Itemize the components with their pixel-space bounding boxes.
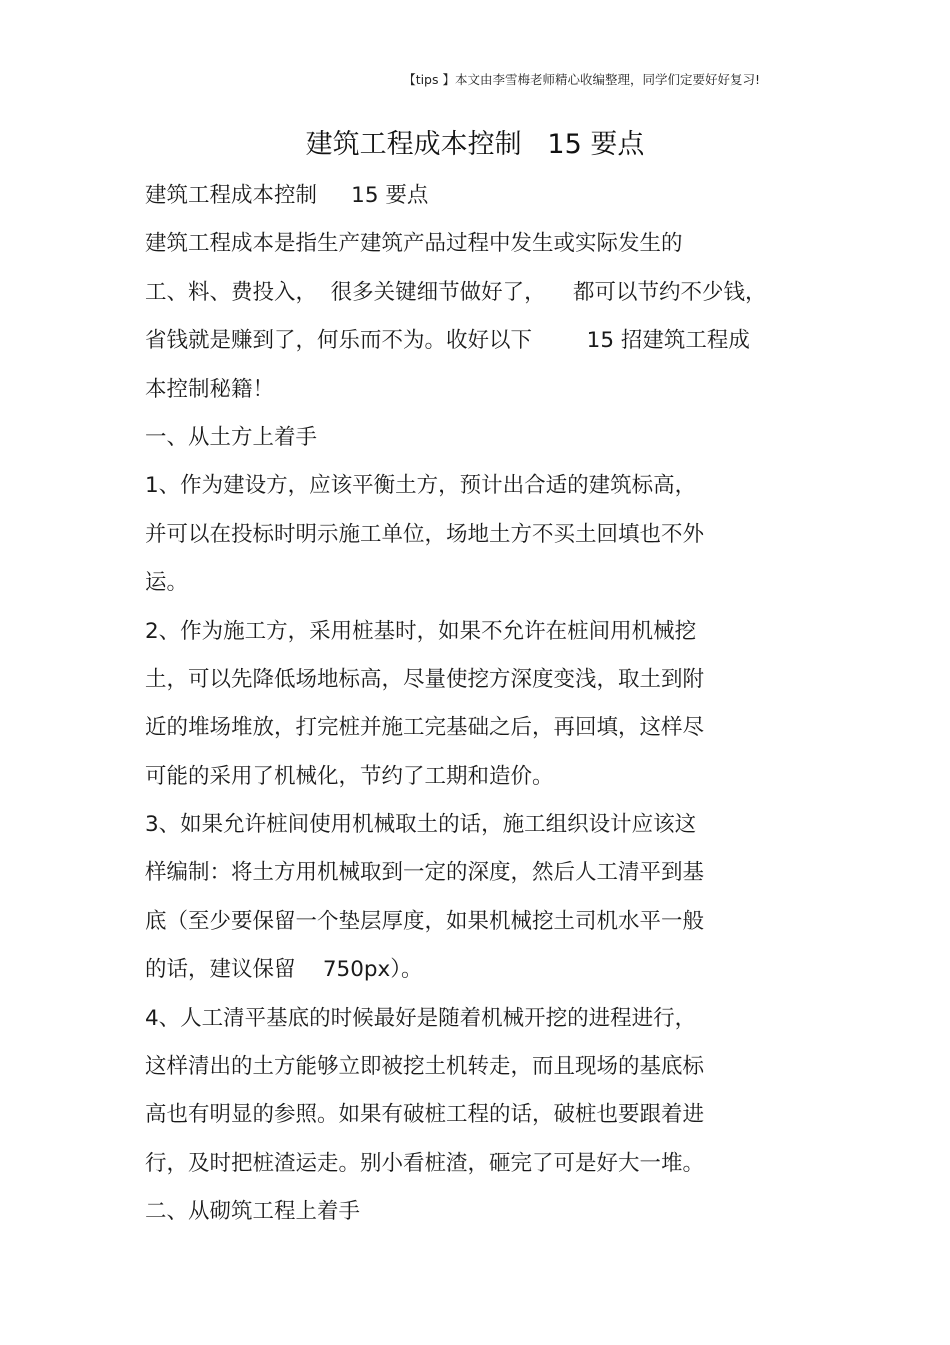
text-line: 的话，建议保留 750px）。 — [145, 957, 423, 983]
text-line: 运。 — [145, 570, 189, 596]
text-line: 高也有明显的参照。如果有破桩工程的话，破桩也要跟着进 — [145, 1102, 705, 1128]
text-line: 2、作为施工方，采用桩基时，如果不允许在桩间用机械挖 — [145, 618, 697, 644]
body-text — [145, 176, 825, 1241]
text-line: 土，可以先降低场地标高，尽量使挖方深度变浅，取土到附 — [145, 666, 705, 692]
text-line: 近的堆场堆放，打完桩并施工完基础之后，再回填，这样尽 — [145, 715, 705, 741]
text-line: 1、作为建设方，应该平衡土方，预计出合适的建筑标高， — [145, 473, 697, 499]
text-line: 样编制：将土方用机械取到一定的深度，然后人工清平到基 — [145, 860, 705, 886]
text-line: 本控制秘籍！ — [145, 376, 275, 402]
section-heading: 二、从砌筑工程上着手 — [145, 1199, 361, 1225]
text-line: 这样清出的土方能够立即被挖土机转走，而且现场的基底标 — [145, 1054, 705, 1080]
text-line: 建筑工程成本是指生产建筑产品过程中发生或实际发生的 — [145, 231, 683, 257]
section-heading: 一、从土方上着手 — [145, 424, 318, 450]
text-line: 并可以在投标时明示施工单位，场地土方不买土回填也不外 — [145, 521, 705, 547]
text-line: 行，及时把桩渣运走。别小看桩渣，砸完了可是好大一堆。 — [145, 1150, 705, 1176]
text-line: 工、料、费投入， 很多关键细节做好了， 都可以节约不少钱， — [145, 279, 767, 305]
header-note: 【tips 】本文由李雪梅老师精心收编整理，同学们定要好好复习! — [403, 72, 760, 87]
text-line: 省钱就是赚到了，何乐而不为。收好以下 15 招建筑工程成 — [145, 328, 750, 354]
text-line: 底（至少要保留一个垫层厚度，如果机械挖土司机水平一般 — [145, 908, 705, 934]
text-line: 3、如果允许桩间使用机械取土的话，施工组织设计应该这 — [145, 812, 697, 838]
document-title: 建筑工程成本控制 15 要点 — [305, 129, 645, 160]
text-line: 建筑工程成本控制 15 要点 — [145, 183, 429, 208]
text-line: 4、人工清平基底的时候最好是随着机械开挖的进程进行， — [145, 1005, 697, 1031]
text-line: 可能的采用了机械化，节约了工期和造价。 — [145, 763, 554, 789]
